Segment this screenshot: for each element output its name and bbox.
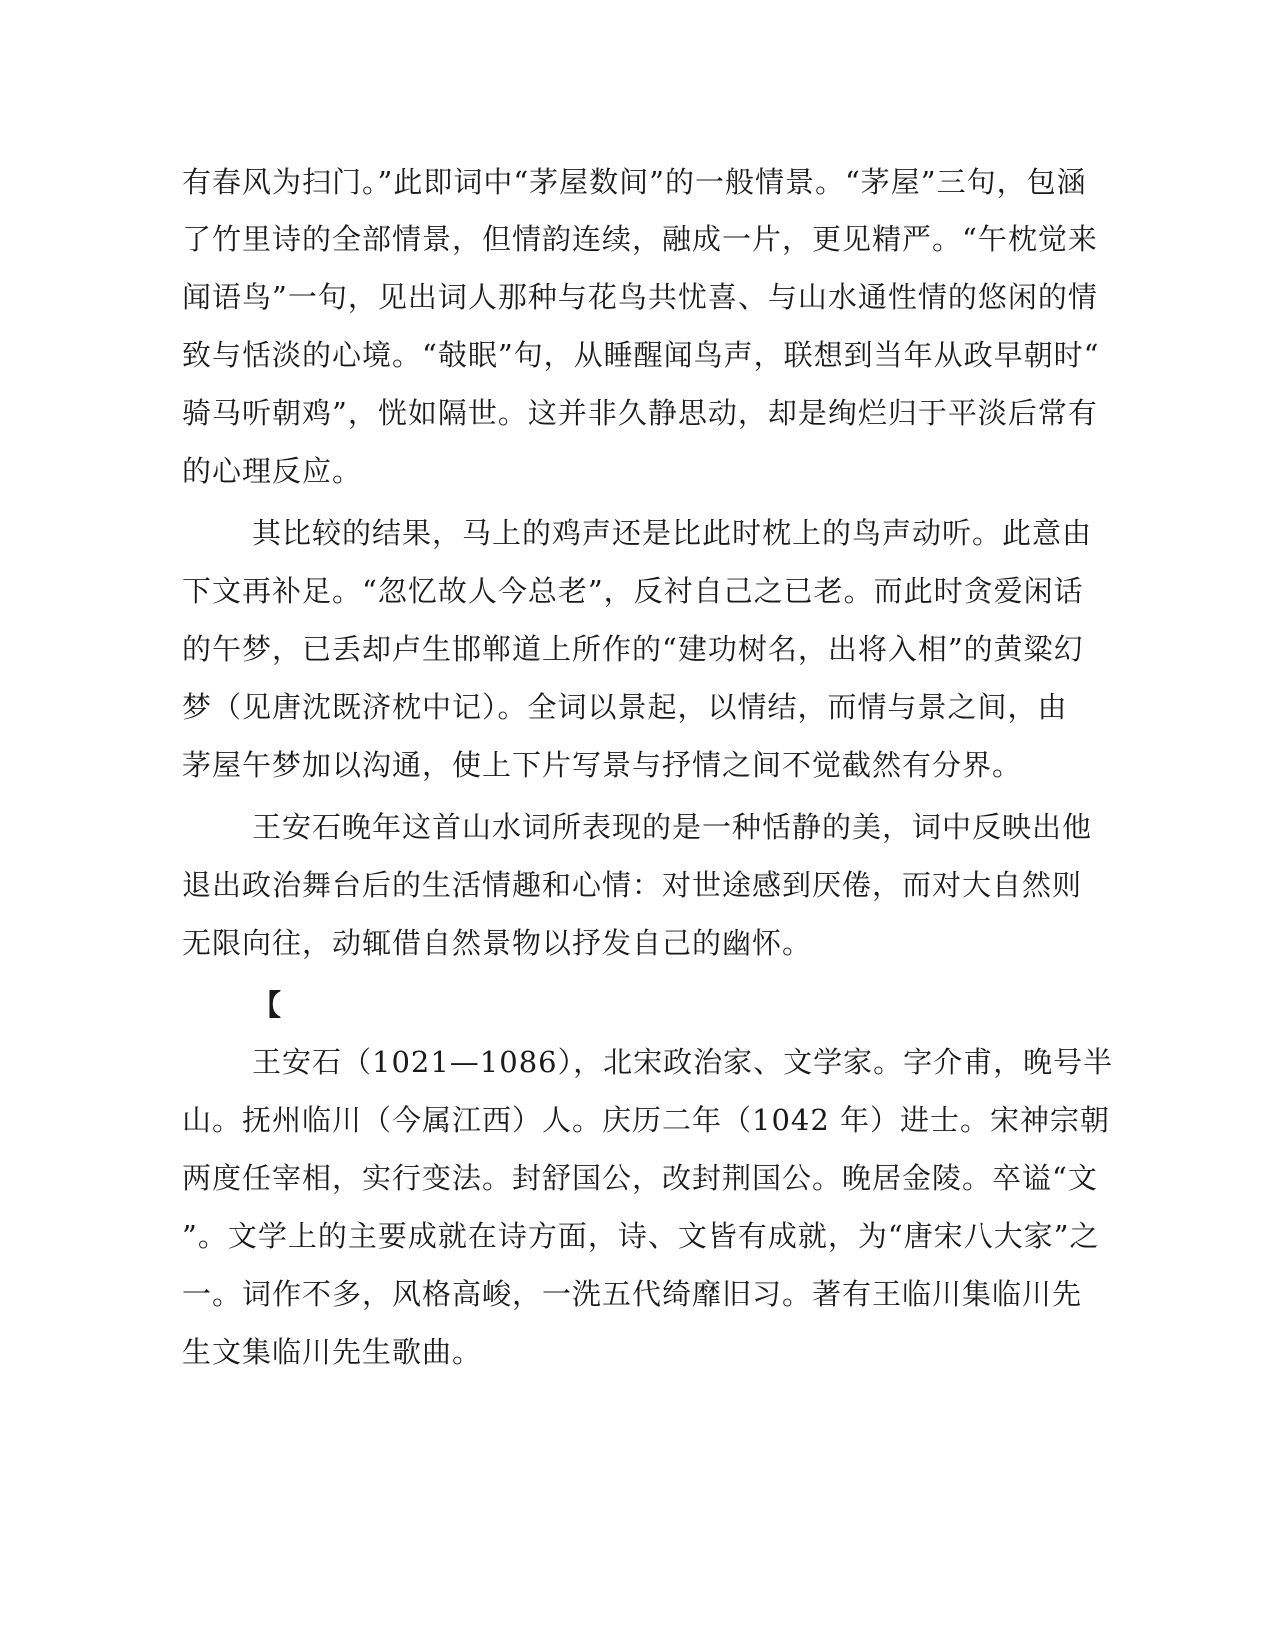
paragraph-2-line-5: 茅屋午梦加以沟通，使上下片写景与抒情之间不觉截然有分界。 (182, 748, 1023, 782)
bio-line-3: 两度任宰相，实行变法。封舒国公，改封荆国公。晚居金陵。卒谥“文 (182, 1161, 1098, 1195)
paragraph-3-line-2: 退出政治舞台后的生活情趣和心情：对世途感到厌倦，而对大自然则 (182, 868, 1083, 902)
paragraph-2-line-4: 梦（见唐沈既济枕中记）。全词以景起，以情结，而情与景之间，由 (182, 690, 1068, 724)
bio-line-4: ”。文学上的主要成就在诗方面，诗、文皆有成就，为“唐宋八大家”之 (182, 1219, 1100, 1253)
paragraph-1-line-2: 了竹里诗的全部情景，但情韵连续，融成一片，更见精严。“午枕觉来 (182, 222, 1098, 256)
paragraph-1-line-4: 致与恬淡的心境。“攲眠”句，从睡醒闻鸟声，联想到当年从政早朝时“ (182, 338, 1100, 372)
paragraph-1-line-1: 有春风为扫门。”此即词中“茅屋数间”的一般情景。“茅屋”三句，包涵 (182, 165, 1087, 199)
paragraph-2-line-1: 其比较的结果，马上的鸡声还是比此时枕上的鸟声动听。此意由 (252, 516, 1093, 550)
bio-line-1: 王安石（1021—1086），北宋政治家、文学家。字介甫，晚号半 (252, 1045, 1114, 1079)
paragraph-2-line-3: 的午梦，已丢却卢生邯郸道上所作的“建功树名，出将入相”的黄粱幻 (182, 632, 1084, 666)
bio-line-6: 生文集临川先生歌曲。 (182, 1335, 483, 1369)
paragraph-1-line-5: 骑马听朝鸡”，恍如隔世。这并非久静思动，却是绚烂归于平淡后常有 (182, 396, 1098, 430)
paragraph-3-line-3: 无限向往，动辄借自然景物以抒发自己的幽怀。 (182, 926, 813, 960)
paragraph-1-line-6: 的心理反应。 (182, 454, 363, 488)
bio-line-2: 山。抚州临川（今属江西）人。庆历二年（1042 年）进士。宋神宗朝 (182, 1103, 1111, 1137)
paragraph-1-line-3: 闻语鸟”一句，见出词人那种与花鸟共忧喜、与山水通性情的悠闲的情 (182, 280, 1098, 314)
bio-line-5: 一。词作不多，风格高峻，一洗五代绮靡旧习。著有王临川集临川先 (182, 1277, 1083, 1311)
section-heading-bracket: 【 (252, 988, 283, 1022)
paragraph-3-line-1: 王安石晚年这首山水词所表现的是一种恬静的美，词中反映出他 (252, 810, 1093, 844)
paragraph-2-line-2: 下文再补足。“忽忆故人今总老”，反衬自己之已老。而此时贪爱闲话 (182, 574, 1084, 608)
